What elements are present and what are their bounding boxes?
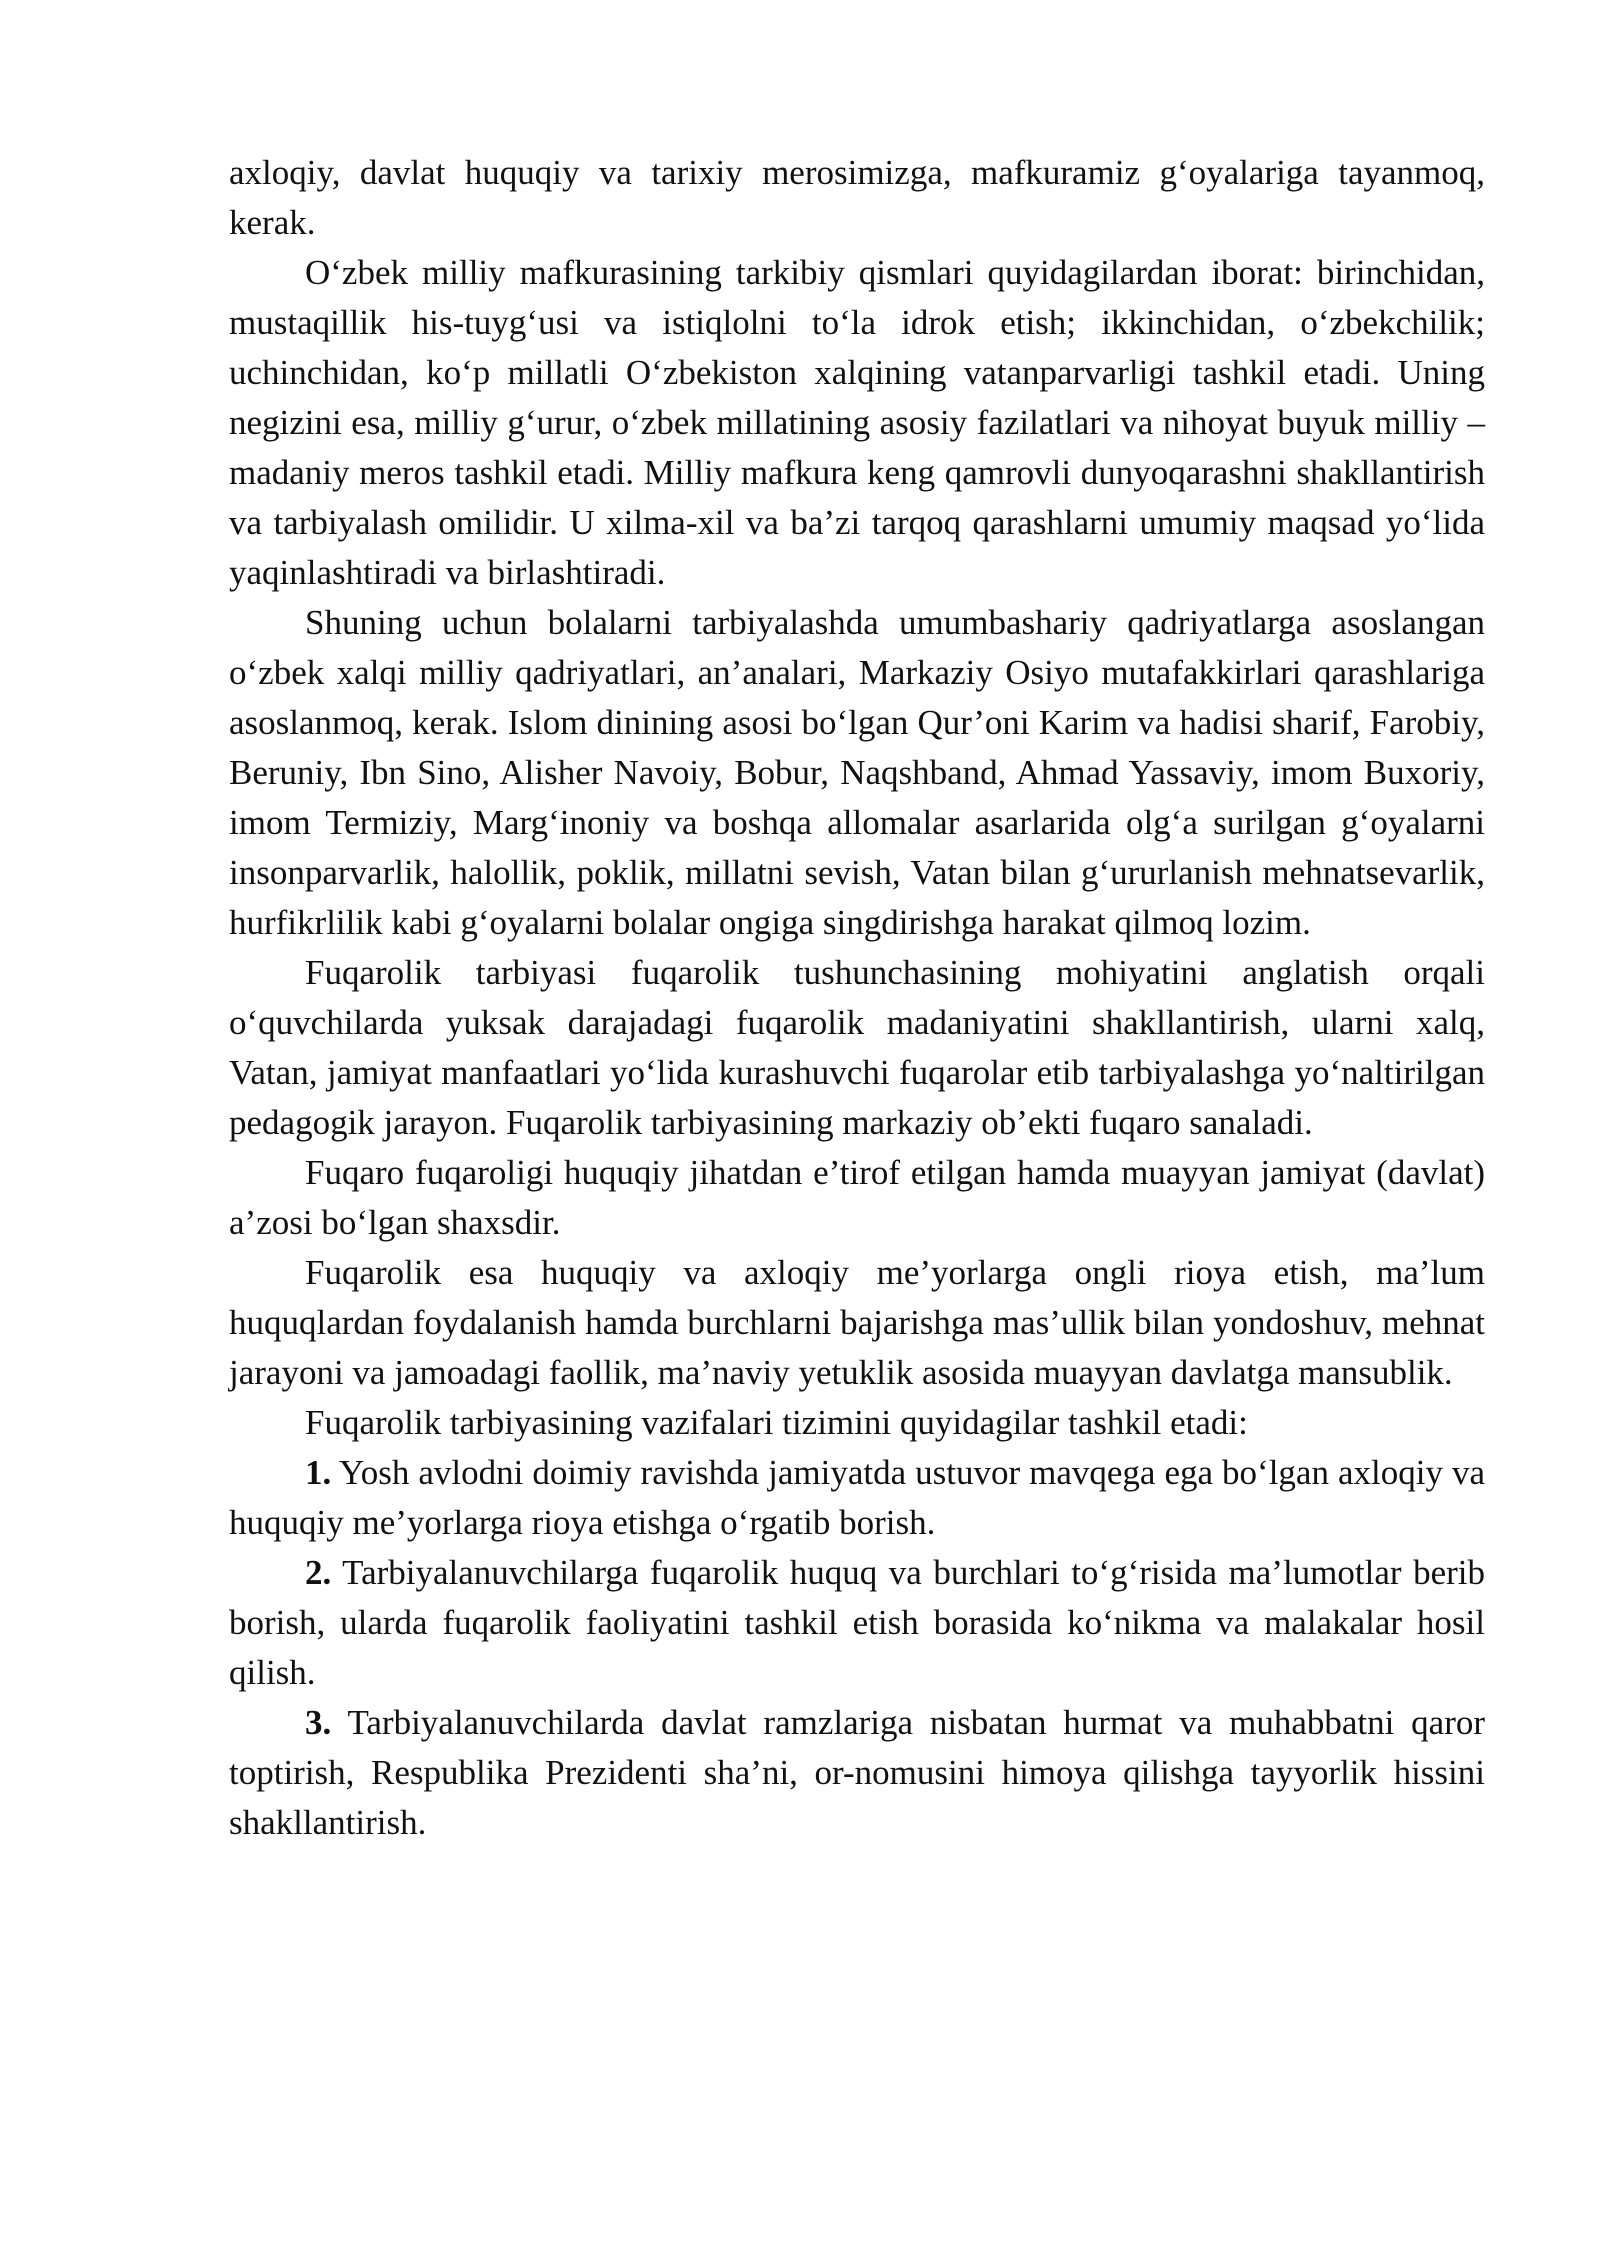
paragraph-6: Fuqarolik esa huquqiy va axloqiy me’yorlarga ongli rioya etish, ma’lum huquqlardan foydalanish hamda burchlarni bajarishga mas’ullik bilan yondoshuv, mehnat jarayoni va jamoadagi faollik, ma’naviy yetuklik asosida muayyan davlatga mansublik.: [229, 1253, 1485, 1392]
list-item: [229, 1448, 1485, 1548]
list-item-number: 3.: [305, 1703, 332, 1742]
paragraph-2: O‘zbek milliy mafkurasining tarkibiy qismlari quyidagilardan iborat: birinchidan, mustaqillik his-tuyg‘usi va istiqlolni to‘la idrok etish; ikkinchidan, o‘zbekchilik; uchinchidan, ko‘p millatli O‘zbekiston xalqining vatanparvarligi tashkil etadi. Uning negizini esa, milliy g‘urur, o‘zbek millatining asosiy fazilatlari va nihoyat buyuk milliy – madaniy meros tashkil etadi. Milliy mafkura keng qamrovli dunyoqarashni shakllantirish va tarbiyalash omilidir. U xilma-xil va ba’zi tarqoq qarashlarni umumiy maqsad yo‘lida yaqinlashtiradi va birlashtiradi.: [229, 253, 1485, 592]
paragraph-1: axloqiy, davlat huquqiy va tarixiy merosimizga, mafkuramiz g‘oyalariga tayanmoq, kerak.: [229, 153, 1485, 242]
list-item-text: Tarbiyalanuvchilarga fuqarolik huquq va burchlari to‘g‘risida ma’lumotlar berib borish, ularda fuqarolik faoliyatini tashkil etish borasida ko‘nikma va malakalar hosil qilish.: [229, 1553, 1485, 1692]
document-page: [229, 148, 1485, 1848]
list-item: [229, 1548, 1485, 1698]
paragraph-5: Fuqaro fuqaroligi huquqiy jihatdan e’tirof etilgan hamda muayyan jamiyat (davlat) a’zosi bo‘lgan shaxsdir.: [229, 1153, 1485, 1242]
list-item-number: 1.: [305, 1453, 332, 1492]
paragraph-7: Fuqarolik tarbiyasining vazifalari tizimini quyidagilar tashkil etadi:: [305, 1403, 1248, 1442]
paragraph-4: Fuqarolik tarbiyasi fuqarolik tushunchasining mohiyatini anglatish orqali o‘quvchilarda yuksak darajadagi fuqarolik madaniyatini shakllantirish, ularni xalq, Vatan, jamiyat manfaatlari yo‘lida kurashuvchi fuqarolar etib tarbiyalashga yo‘naltirilgan pedagogik jarayon. Fuqarolik tarbiyasining markaziy ob’ekti fuqaro sanaladi.: [229, 953, 1485, 1142]
list-item-text: Tarbiyalanuvchilarda davlat ramzlariga nisbatan hurmat va muhabbatni qaror toptirish, Respublika Prezidenti sha’ni, or-nomusini himoya qilishga tayyorlik hissini shakllantirish.: [229, 1703, 1485, 1842]
list-item: [229, 1698, 1485, 1848]
list-item-text: Yosh avlodni doimiy ravishda jamiyatda ustuvor mavqega ega bo‘lgan axloqiy va huquqiy me’yorlarga rioya etishga o‘rgatib borish.: [229, 1453, 1486, 1542]
paragraph-3: Shuning uchun bolalarni tarbiyalashda umumbashariy qadriyatlarga asoslangan o‘zbek xalqi milliy qadriyatlari, an’analari, Markaziy Osiyo mutafakkirlari qarashlariga asoslanmoq, kerak. Islom dinining asosi bo‘lgan Qur’oni Karim va hadisi sharif, Farobiy, Beruniy, Ibn Sino, Alisher Navoiy, Bobur, Naqshband, Ahmad Yassaviy, imom Buxoriy, imom Termiziy, Marg‘inoniy va boshqa allomalar asarlarida olg‘a surilgan g‘oyalarni insonparvarlik, halollik, poklik, millatni sevish, Vatan bilan g‘ururlanish mehnatsevarlik, hurfikrlilik kabi g‘oyalarni bolalar ongiga singdirishga harakat qilmoq lozim.: [229, 603, 1485, 942]
list-item-number: 2.: [305, 1553, 332, 1592]
